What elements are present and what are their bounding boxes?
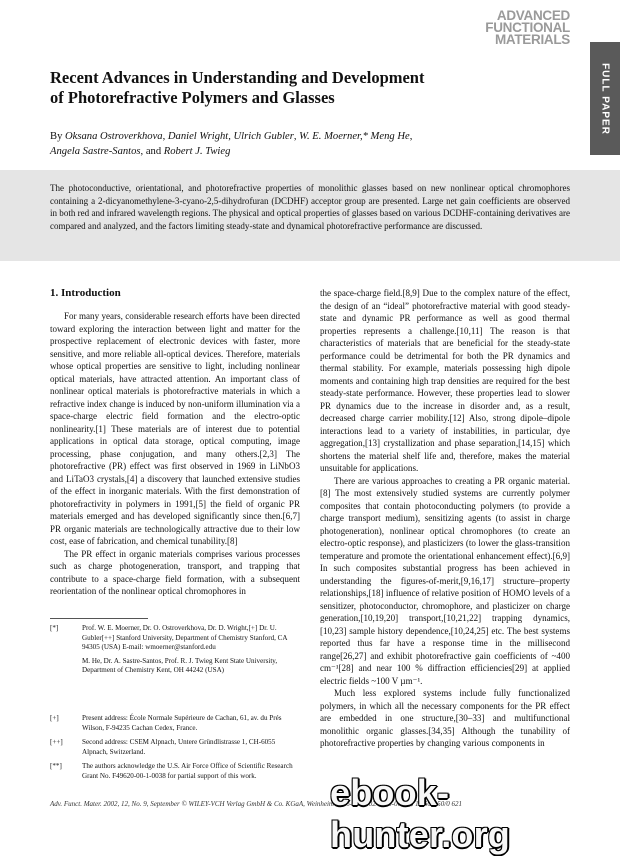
author-name: W. E. Moerner,* Meng He [299, 131, 410, 142]
article-title [50, 68, 570, 108]
author-list [50, 129, 570, 159]
footnote-affiliations [50, 624, 300, 676]
footnote-second-address [50, 738, 300, 757]
separator: , [228, 131, 234, 142]
separator: , [162, 131, 168, 142]
separator: , [409, 131, 413, 142]
footnote-acknowledgement [50, 762, 300, 781]
left-column [50, 310, 300, 598]
footnote-marker: [*] [50, 624, 59, 632]
page-footer: Adv. Funct. Mater. 2002, 12, No. 9, September © WILEY-VCH Verlag GmbH & Co. KGaA, Weinheim 1616-301X/02/0909-0621 $ 17.50+.50/0 621 [50, 800, 462, 808]
abstract-text: The photoconductive, orientational, and photorefractive properties of monolithic glasses based on new nonlinear optical chromophores containing a 2-dicyanomethylene-3-cyano-2,5-dihydrofuran (DCDHF) acceptor group are presented. Large net gain coefficients are observed in both red and infrared wavelength regions. The physical and optical properties of glasses based on various DCDHF-containing derivatives are compared and analyzed, and the factors limiting steady-state and dynamical photorefractive performance are discussed. [50, 183, 570, 231]
footnote-marker: [+] [50, 714, 59, 722]
title-line-2: of Photorefractive Polymers and Glasses [50, 88, 335, 107]
by-label: By [50, 131, 66, 142]
footnote-present-address [50, 714, 300, 733]
author-name: Robert J. Twieg [163, 146, 231, 157]
footnote-rule [50, 618, 148, 619]
section-heading: 1. Introduction [50, 287, 121, 299]
footnote-marker: [**] [50, 762, 62, 770]
author-name: Daniel Wright [167, 131, 229, 142]
right-column [320, 287, 570, 750]
footnote-marker: [++] [50, 738, 63, 746]
body-paragraph: The PR effect in organic materials comprises various processes such as charge photogeneration, transport, and trapping that contribute to a space-charge field formation, with a subsequent reorientation of the nonlinear optical chromophores in [50, 548, 300, 596]
separator: , [293, 131, 300, 142]
abstract-box [0, 170, 620, 261]
author-name: Oksana Ostroverkhova [65, 131, 163, 142]
logo-line-1: ADVANCED [496, 8, 570, 23]
logo-line-2: FUNCTIONAL [485, 20, 570, 35]
body-paragraph: the space-charge field.[8,9] Due to the complex nature of the effect, the design of an “ideal” photorefractive material with good steady-state and dynamic PR performance as well as good thermal properties represents a challenge.[10,11] The reason is that characteristics of materials that are beneficial for the steady-state performance could be detrimental for both the PR dynamics and thermal stability. For example, materials possessing high dipole moments and containing high trap densities are required for the best steady-state performance. However, these properties lead to slower PR dynamics due to the increase in disorder and, as a result, decreased charge carrier mobility.[12] Also, strong dipole–dipole interactions lead to a variety of instabilities, in particular, dye aggregation,[13] crystallization and phase separation,[14,15] which shortens the material shelf life and, therefore, makes the material unsuitable for applications. [320, 288, 570, 473]
footnote-text: The authors acknowledge the U.S. Air Force Office of Scientific Research Grant No. F49620-00-1-0038 for partial support of this work. [82, 762, 293, 780]
footnote-text: Present address: École Normale Supérieure de Cachan, 61, av. du Prés Wilson, F-94235 Cachan Cedex, France. [82, 714, 282, 732]
footnote-text: Second address: CSEM Alpnach, Untere Gründlistrasse 1, CH-6055 Alpnach, Switzerland. [82, 738, 276, 756]
body-paragraph: There are various approaches to creating a PR organic material.[8] The most extensively studied systems are currently polymer composites that contain photoconducting polymers (to provide a charge transport medium), sensitizing agents (to assist in charge photogeneration), nonlinear optical chromophores (to create an electro-optic response), and plasticizers (to lower the glass-transition temperature and promote the orientational enhancement effect).[6,9] In such composites substantial progress has been achieved in understanding the figures-of-merit,[9,16,17] structure–property relationships,[18] influence of relative position of HOMO levels of a sensitizer, photoconductor, chromophore, and plasticizer on charge generation,[10,19,20] transport,[10,21,22] trapping dynamics,[10,23] sample history dependence,[10,24,25] etc. The best systems reported thus far have a response time in the millisecond range[26,27] and exhibit photorefractive gain coefficients of ~400 cm⁻¹[28] and near 100 % diffraction efficiencies[29] at applied electric fields ~100 V µm⁻¹. [320, 475, 570, 686]
journal-logo [485, 10, 570, 46]
watermark: ebook-hunter.org [330, 772, 510, 855]
author-name: Angela Sastre-Santos [50, 146, 141, 157]
author-name: Ulrich Gubler [233, 131, 294, 142]
logo-line-3: MATERIALS [494, 32, 570, 47]
body-paragraph: Much less explored systems include fully functionalized polymers, in which all the necessary components for the PR effect are embedded in one structure,[30–33] and multifunctional monolithic organic glasses.[34,35] Although the tunability of photorefractive properties by changing various components in [320, 688, 570, 748]
section-tab [590, 42, 620, 155]
separator: , and [140, 146, 164, 157]
section-tab-label: FULL PAPER [599, 62, 611, 135]
body-paragraph: For many years, considerable research efforts have been directed toward exploring the interaction between light and matter for the prospective replacement of electronic devices with faster, more sensitive, and more reliable all-optical devices. Therefore, materials whose optical properties are sensitive to light, including nonlinear optical materials, have attracted attention. An important class of nonlinear optical materials is photorefractive materials in which a refractive index change is induced by non-uniform illumination via a space-charge electric field formation and the electro-optic nonlinearity.[1] These materials are of interest due to potential applications in optical data storage, optical computing, image processing, phase conjugation, and many others.[2,3] The photorefractive (PR) effect was first observed in 1969 in LiNbO3 and LiTaO3 crystals,[4] a discovery that launched extensive studies of the effect in inorganic materials. With the first demonstration of photorefractivity in polymers in 1991,[5] the field of organic PR materials emerged and has developed significantly since then.[6,7] PR organic materials are technologically attractive due to their low cost, ease of fabrication, and chemical tunability.[8] [50, 311, 300, 546]
footnote-text: Prof. W. E. Moerner, Dr. O. Ostroverkhova, Dr. D. Wright,[+] Dr. U. Gubler[++] Stanford University, Department of Chemistry Stanford, CA 94305 (USA) E-mail: wmoerner@stanford.edu [82, 624, 288, 651]
footnote-text: M. He, Dr. A. Sastre-Santos, Prof. R. J. Twieg Kent State University, Department of Chemistry Kent, OH 44242 (USA) [82, 656, 278, 674]
title-line-1: Recent Advances in Understanding and Development [50, 68, 425, 87]
